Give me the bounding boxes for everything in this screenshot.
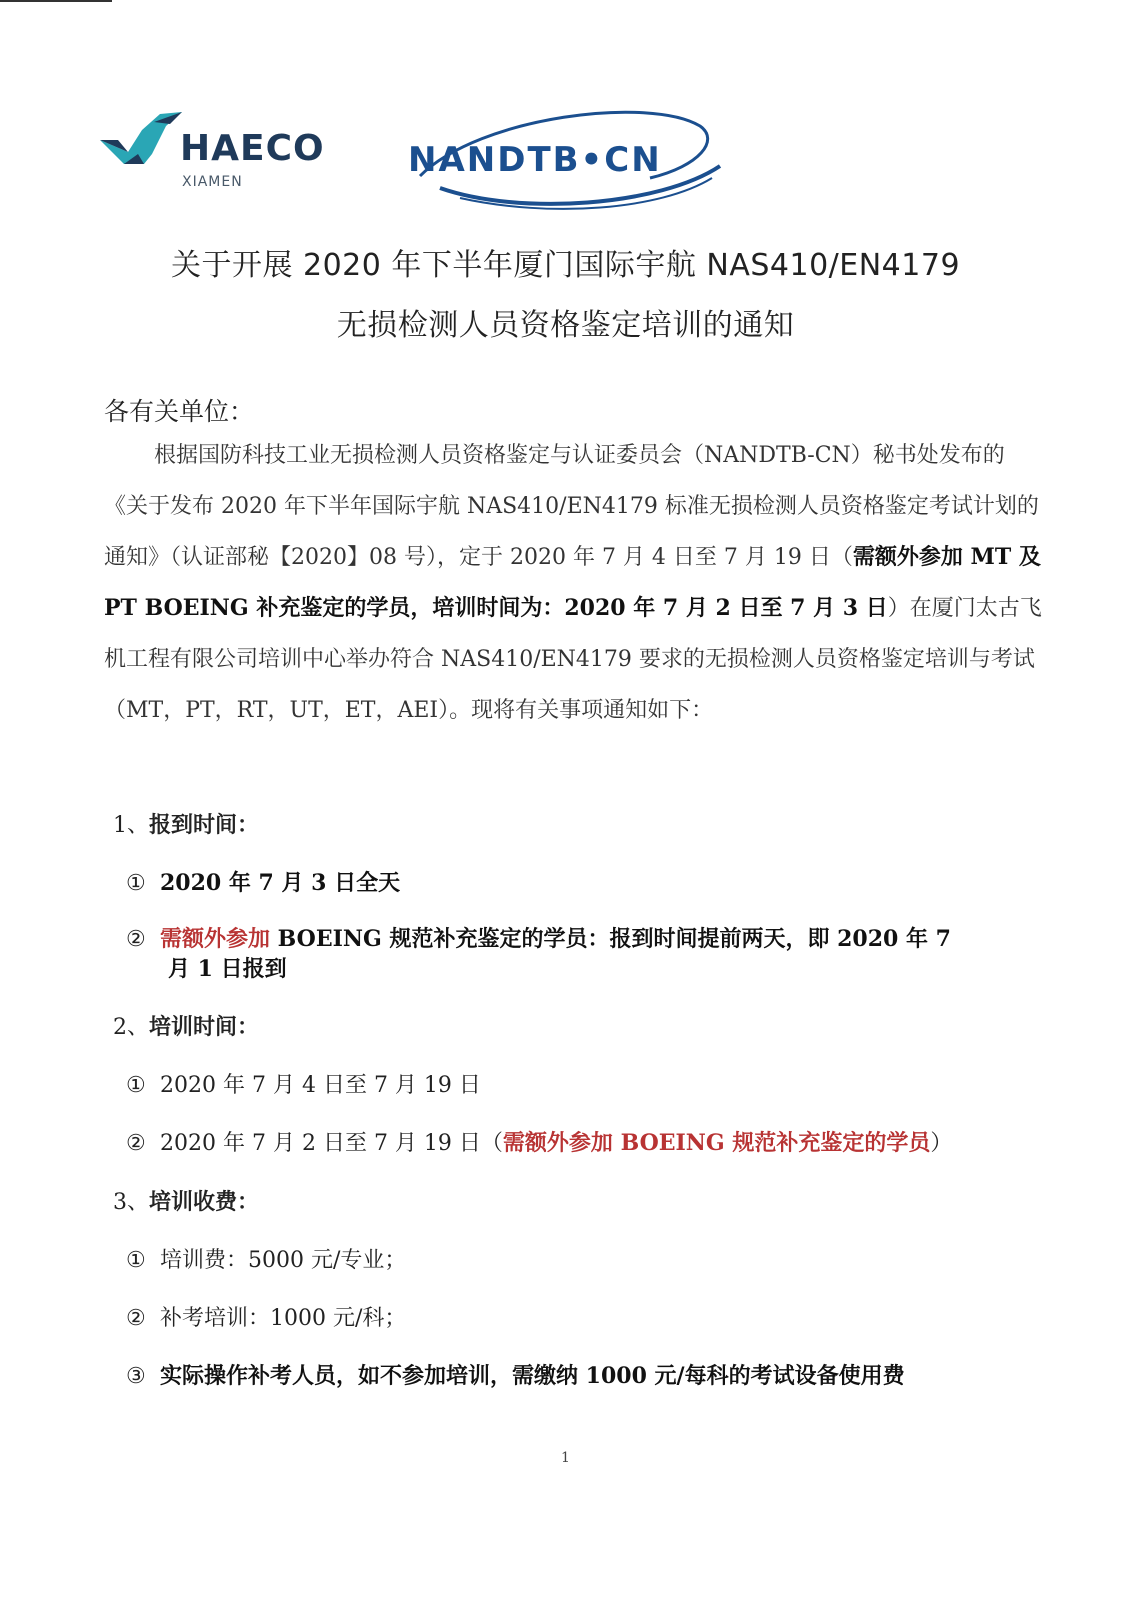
haeco-wordmark: HAECO xyxy=(180,128,325,169)
section-1-item-2-cont xyxy=(168,952,287,983)
section-2-item-2-end: ） xyxy=(930,1131,953,1156)
section-1-heading xyxy=(113,808,259,839)
section-3-item-3-text: 实际操作补考人员，如不参加培训，需缴纳 1000 元/每科的考试设备使用费 xyxy=(160,1363,905,1389)
section-3-item-2-text: 补考培训：1000 元/科； xyxy=(160,1306,407,1331)
document-title-line2: 无损检测人员资格鉴定培训的通知 xyxy=(336,308,795,343)
page-number: 1 xyxy=(561,1450,570,1466)
section-1-number: 1、 xyxy=(113,813,149,838)
section-2-item-2-mark: ② xyxy=(126,1131,146,1156)
section-2-item-1-text: 2020 年 7 月 4 日至 7 月 19 日 xyxy=(160,1073,481,1098)
section-2-item-2 xyxy=(126,1126,952,1157)
section-1-item-1 xyxy=(126,866,400,897)
section-3-item-3 xyxy=(126,1359,905,1390)
intro-paragraph xyxy=(104,430,1044,736)
section-2-number: 2、 xyxy=(113,1015,149,1040)
intro-text-end: ）在厦门太古飞机工程有限公司培训中心举办符合 NAS410/EN4179 要求的无损检测人员资格鉴定培训与考试（MT，PT，RT，UT，ET，AEI）。现将有关事项通知如下： xyxy=(104,596,1042,723)
section-3-item-1 xyxy=(126,1243,406,1274)
section-2-heading xyxy=(113,1010,259,1041)
document-title-line1: 关于开展 2020 年下半年厦门国际宇航 NAS410/EN4179 xyxy=(170,248,961,283)
section-3-number: 3、 xyxy=(113,1190,149,1215)
intro-bold-text: 需额外参加 MT 及 PT BOEING 补充鉴定的学员，培训时间为：2020 年 7 月 2 日至 7 月 3 日 xyxy=(104,544,1041,621)
nandtb-logo xyxy=(400,106,740,216)
section-1-item-1-text: 2020 年 7 月 3 日全天 xyxy=(160,870,401,896)
section-2-item-2-red: 需额外参加 BOEING 规范补充鉴定的学员 xyxy=(502,1130,931,1156)
section-3-heading xyxy=(113,1185,259,1216)
section-3-item-1-mark: ① xyxy=(126,1248,146,1273)
section-3-item-3-mark: ③ xyxy=(126,1364,146,1389)
section-3-title: 培训收费： xyxy=(149,1189,260,1215)
section-1-item-2-text: BOEING 规范补充鉴定的学员：报到时间提前两天，即 2020 年 7 xyxy=(270,926,951,952)
haeco-subtitle: XIAMEN xyxy=(182,174,243,190)
section-1-item-2-red: 需额外参加 xyxy=(160,926,271,952)
section-1-item-2-mark: ② xyxy=(126,927,146,952)
section-3-item-1-text: 培训费：5000 元/专业； xyxy=(160,1248,407,1273)
scan-edge-line xyxy=(0,0,112,2)
section-2-item-2-text: 2020 年 7 月 2 日至 7 月 19 日（ xyxy=(160,1131,503,1156)
section-1-item-2-text-2: 月 1 日报到 xyxy=(168,956,287,982)
section-3-item-2-mark: ② xyxy=(126,1306,146,1331)
salutation: 各有关单位： xyxy=(104,397,255,426)
intro-text: 根据国防科技工业无损检测人员资格鉴定与认证委员会（NANDTB-CN）秘书处发布的《关于发布 2020 年下半年国际宇航 NAS410/EN4179 标准无损检测人员资格鉴定考试计划的通知》（认证部秘【2020】08 号），定于 2020 年 7 月 4 日至 7 月 19 日（ xyxy=(104,443,1039,570)
section-2-item-1-mark: ① xyxy=(126,1073,146,1098)
section-1-title: 报到时间： xyxy=(149,812,260,838)
section-1-item-1-mark: ① xyxy=(126,871,146,896)
section-2-item-1 xyxy=(126,1068,481,1099)
section-1-item-2 xyxy=(126,922,951,953)
section-2-title: 培训时间： xyxy=(149,1014,260,1040)
nandtb-wordmark: NANDTB•CN xyxy=(408,140,662,180)
section-3-item-2 xyxy=(126,1301,406,1332)
haeco-logo xyxy=(100,112,330,194)
